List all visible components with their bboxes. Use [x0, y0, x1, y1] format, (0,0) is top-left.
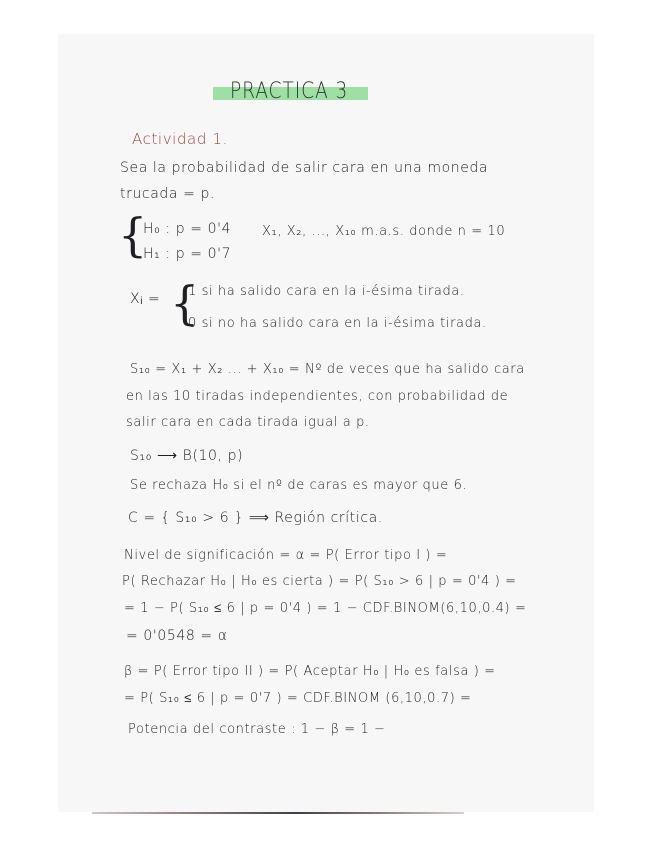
- beta-line-1: β = P( Error tipo II ) = P( Aceptar H₀ | H₀ es falsa ) =: [124, 664, 496, 679]
- alt-hypothesis: H₁ : p = 0'7: [143, 246, 232, 262]
- critical-region: C = { S₁₀ > 6 } ⟹ Región crítica.: [128, 510, 383, 526]
- intro-line-1: Sea la probabilidad de salir cara en una moneda: [120, 160, 489, 176]
- rejection-rule: Se rechaza H₀ si el nº de caras es mayor que 6.: [130, 478, 468, 493]
- xi-brace: {: [170, 276, 200, 330]
- alpha-line-3: = 1 − P( S₁₀ ≤ 6 | p = 0'4 ) = 1 − CDF.BINOM(6,10,0.4) =: [124, 601, 527, 616]
- test-power: Potencia del contraste : 1 − β = 1 −: [128, 722, 386, 737]
- s10-definition-1: S₁₀ = X₁ + X₂ ... + X₁₀ = Nº de veces que ha salido cara: [130, 362, 525, 377]
- intro-line-2: trucada = p.: [120, 186, 216, 202]
- null-hypothesis: H₀ : p = 0'4: [143, 221, 232, 237]
- s10-definition-3: salir cara en cada tirada igual a p.: [126, 415, 370, 430]
- alpha-line-1: Nivel de significación = α = P( Error tipo I ) =: [124, 548, 448, 563]
- s10-definition-2: en las 10 tiradas independientes, con probabilidad de: [126, 389, 509, 404]
- xi-label: Xᵢ =: [130, 291, 161, 307]
- xi-case-one: 1 si ha salido cara en la i-ésima tirada.: [188, 284, 465, 299]
- sample-description: X₁, X₂, ..., X₁₀ m.a.s. donde n = 10: [262, 224, 506, 239]
- beta-line-2: = P( S₁₀ ≤ 6 | p = 0'7 ) = CDF.BINOM (6,10,0.7) =: [124, 691, 472, 706]
- activity-heading: Actividad 1.: [132, 130, 228, 148]
- alpha-line-2: P( Rechazar H₀ | H₀ es cierta ) = P( S₁₀ > 6 | p = 0'4 ) =: [122, 574, 517, 589]
- page-title: PRACTICA 3: [230, 79, 349, 104]
- hypotheses-brace: {: [118, 208, 148, 262]
- page-bottom-edge: [92, 812, 464, 814]
- alpha-result: = 0'0548 = α: [126, 628, 228, 644]
- xi-case-zero: 0 si no ha salido cara en la i-ésima tirada.: [188, 316, 487, 331]
- binomial-distribution: S₁₀ ⟶ B(10, p): [130, 448, 244, 464]
